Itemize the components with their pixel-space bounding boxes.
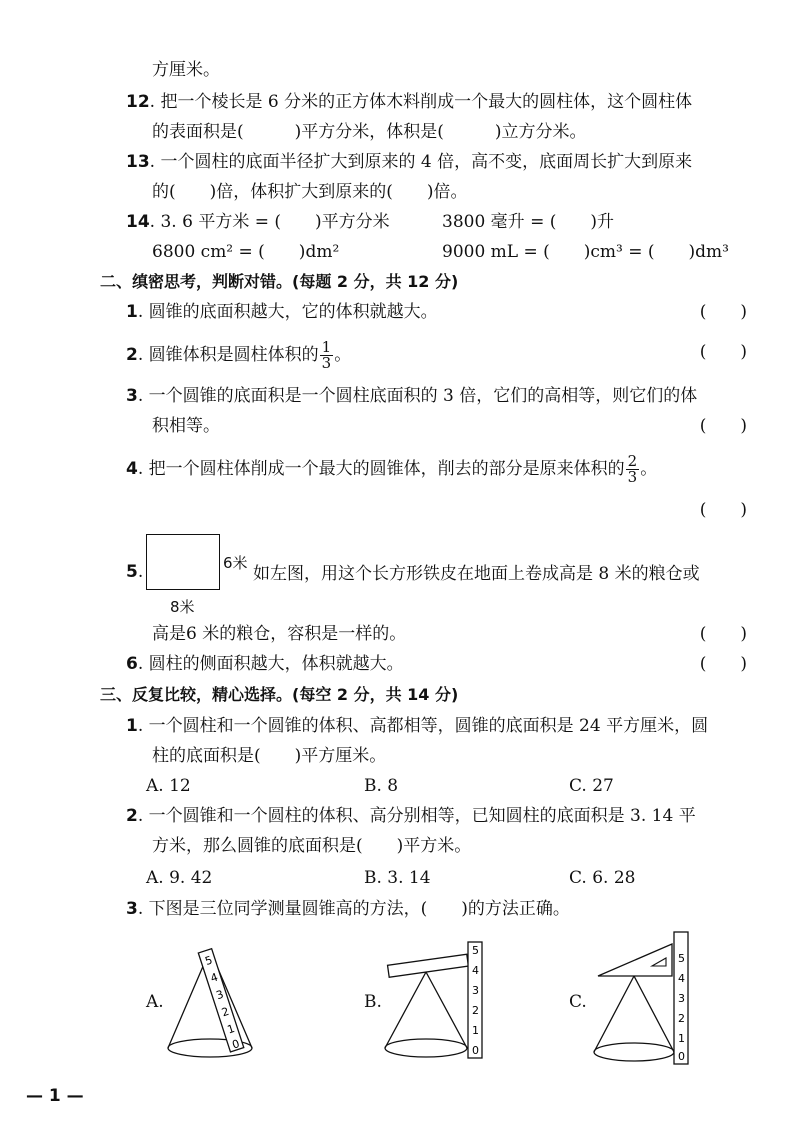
svg-text:0: 0 bbox=[678, 1050, 685, 1063]
svg-text:4: 4 bbox=[472, 964, 479, 977]
svg-text:2: 2 bbox=[220, 1004, 231, 1020]
question-14-part2: 3800 毫升 = ( )升 bbox=[442, 212, 614, 232]
judge-item-5-text: 如左图，用这个长方形铁皮在地面上卷成高是 8 米的粮仓或 bbox=[253, 564, 700, 584]
option-c[interactable]: C. 6. 28 bbox=[569, 868, 636, 888]
figure-label-b: B. bbox=[364, 992, 382, 1012]
answer-paren[interactable]: ( ) bbox=[699, 416, 747, 436]
page-number: — 1 — bbox=[26, 1086, 84, 1106]
option-a[interactable]: A. 9. 42 bbox=[146, 868, 213, 888]
q11-tail: 方厘米。 bbox=[152, 60, 220, 80]
svg-text:0: 0 bbox=[472, 1044, 479, 1057]
question-text: . 把一个棱长是 6 分米的正方体木料削成一个最大的圆柱体，这个圆柱体 bbox=[149, 92, 693, 112]
svg-text:4: 4 bbox=[678, 972, 685, 985]
answer-paren[interactable]: ( ) bbox=[699, 500, 747, 520]
answer-paren[interactable]: ( ) bbox=[699, 302, 747, 322]
item-number: 6 bbox=[126, 654, 138, 674]
cone-figure-c bbox=[588, 928, 698, 1070]
choice-item-2: 2. 一个圆锥和一个圆柱的体积、高分别相等，已知圆柱的底面积是 3. 14 平 bbox=[126, 806, 696, 826]
judge-item-5-line2: 高是6 米的粮仓，容积是一样的。 bbox=[152, 624, 407, 644]
svg-text:5: 5 bbox=[678, 952, 685, 965]
question-12 bbox=[126, 90, 692, 114]
svg-text:5: 5 bbox=[203, 953, 215, 968]
option-c[interactable]: C. 27 bbox=[569, 776, 614, 796]
rect-height-label: 6米 bbox=[223, 554, 248, 572]
svg-text:3: 3 bbox=[472, 984, 479, 997]
section-2-title: 二、缜密思考，判断对错。(每题 2 分，共 12 分) bbox=[100, 272, 459, 291]
rect-width-label: 8米 bbox=[170, 598, 195, 616]
question-text: . 3. 6 平方米 = ( )平方分米 bbox=[149, 212, 390, 232]
judge-item-3-line2: 积相等。 bbox=[152, 416, 220, 436]
fraction: $\frac{1}{3}$ bbox=[321, 338, 332, 372]
cone-figure-b bbox=[380, 936, 490, 1066]
item-text: . 把一个圆柱体削成一个最大的圆锥体，削去的部分是原来体积的 bbox=[137, 459, 625, 479]
item-text: . 一个圆锥的底面积是一个圆柱底面积的 3 倍，它们的高相等，则它们的体 bbox=[137, 386, 698, 406]
item-number: 2 bbox=[126, 345, 138, 365]
choice-item-1-line2: 柱的底面积是( )平方厘米。 bbox=[152, 746, 387, 766]
item-number: 1 bbox=[126, 302, 138, 322]
question-13-line2: 的( )倍，体积扩大到原来的( )倍。 bbox=[152, 182, 468, 202]
fraction: $\frac{2}{3}$ bbox=[627, 452, 638, 486]
svg-text:0: 0 bbox=[230, 1037, 242, 1052]
item-text: . 圆柱的侧面积越大，体积就越大。 bbox=[137, 654, 404, 674]
svg-text:2: 2 bbox=[472, 1004, 479, 1017]
judge-item-5-number: 5. bbox=[126, 562, 144, 582]
svg-text:1: 1 bbox=[225, 1021, 237, 1037]
question-12-line2: 的表面积是( )平方分米，体积是( )立方分米。 bbox=[152, 122, 587, 142]
question-14-line2b: 9000 mL = ( )cm³ = ( )dm³ bbox=[442, 242, 729, 262]
item-text: . 圆锥的底面积越大，它的体积就越大。 bbox=[137, 302, 438, 322]
option-b[interactable]: B. 8 bbox=[364, 776, 399, 796]
judge-item-4: 4. 把一个圆柱体削成一个最大的圆锥体，削去的部分是原来体积的 $\frac{2}{3}$ 。 bbox=[126, 452, 658, 486]
item-text: . 圆锥体积是圆柱体积的 bbox=[137, 345, 319, 365]
question-number: 12 bbox=[126, 92, 150, 112]
choice-item-3: 3. 下图是三位同学测量圆锥高的方法，( )的方法正确。 bbox=[126, 899, 570, 919]
judge-item-2: 2. 圆锥体积是圆柱体积的 $\frac{1}{3}$ 。 bbox=[126, 338, 352, 372]
answer-paren[interactable]: ( ) bbox=[699, 342, 747, 362]
rectangle-figure bbox=[146, 534, 220, 590]
item-number: 3 bbox=[126, 386, 138, 406]
answer-paren[interactable]: ( ) bbox=[699, 624, 747, 644]
question-text: . 一个圆柱的底面半径扩大到原来的 4 倍，高不变，底面周长扩大到原来 bbox=[149, 152, 693, 172]
svg-text:2: 2 bbox=[678, 1012, 685, 1025]
svg-text:3: 3 bbox=[214, 987, 226, 1003]
question-number: 14 bbox=[126, 212, 150, 232]
choice-item-1: 1. 一个圆柱和一个圆锥的体积、高都相等，圆锥的底面积是 24 平方厘米，圆 bbox=[126, 716, 709, 736]
svg-text:1: 1 bbox=[678, 1032, 685, 1045]
judge-item-3 bbox=[126, 384, 697, 408]
question-number: 13 bbox=[126, 152, 150, 172]
answer-paren[interactable]: ( ) bbox=[699, 654, 747, 674]
judge-item-6 bbox=[126, 652, 404, 676]
cone-figure-a bbox=[160, 940, 280, 1065]
svg-text:5: 5 bbox=[472, 944, 479, 957]
question-14 bbox=[126, 210, 390, 234]
question-13 bbox=[126, 150, 692, 174]
figure-label-c: C. bbox=[569, 992, 587, 1012]
option-a[interactable]: A. 12 bbox=[146, 776, 191, 796]
question-14-line2a: 6800 cm² = ( )dm² bbox=[152, 242, 340, 262]
svg-text:3: 3 bbox=[678, 992, 685, 1005]
choice-item-2-line2: 方米，那么圆锥的底面积是( )平方米。 bbox=[152, 836, 472, 856]
svg-text:1: 1 bbox=[472, 1024, 479, 1037]
item-number: 4 bbox=[126, 459, 138, 479]
judge-item-1 bbox=[126, 300, 438, 324]
svg-text:4: 4 bbox=[208, 970, 220, 986]
figure-label-a: A. bbox=[146, 992, 164, 1012]
option-b[interactable]: B. 3. 14 bbox=[364, 868, 431, 888]
section-3-title: 三、反复比较，精心选择。(每空 2 分，共 14 分) bbox=[100, 685, 459, 704]
